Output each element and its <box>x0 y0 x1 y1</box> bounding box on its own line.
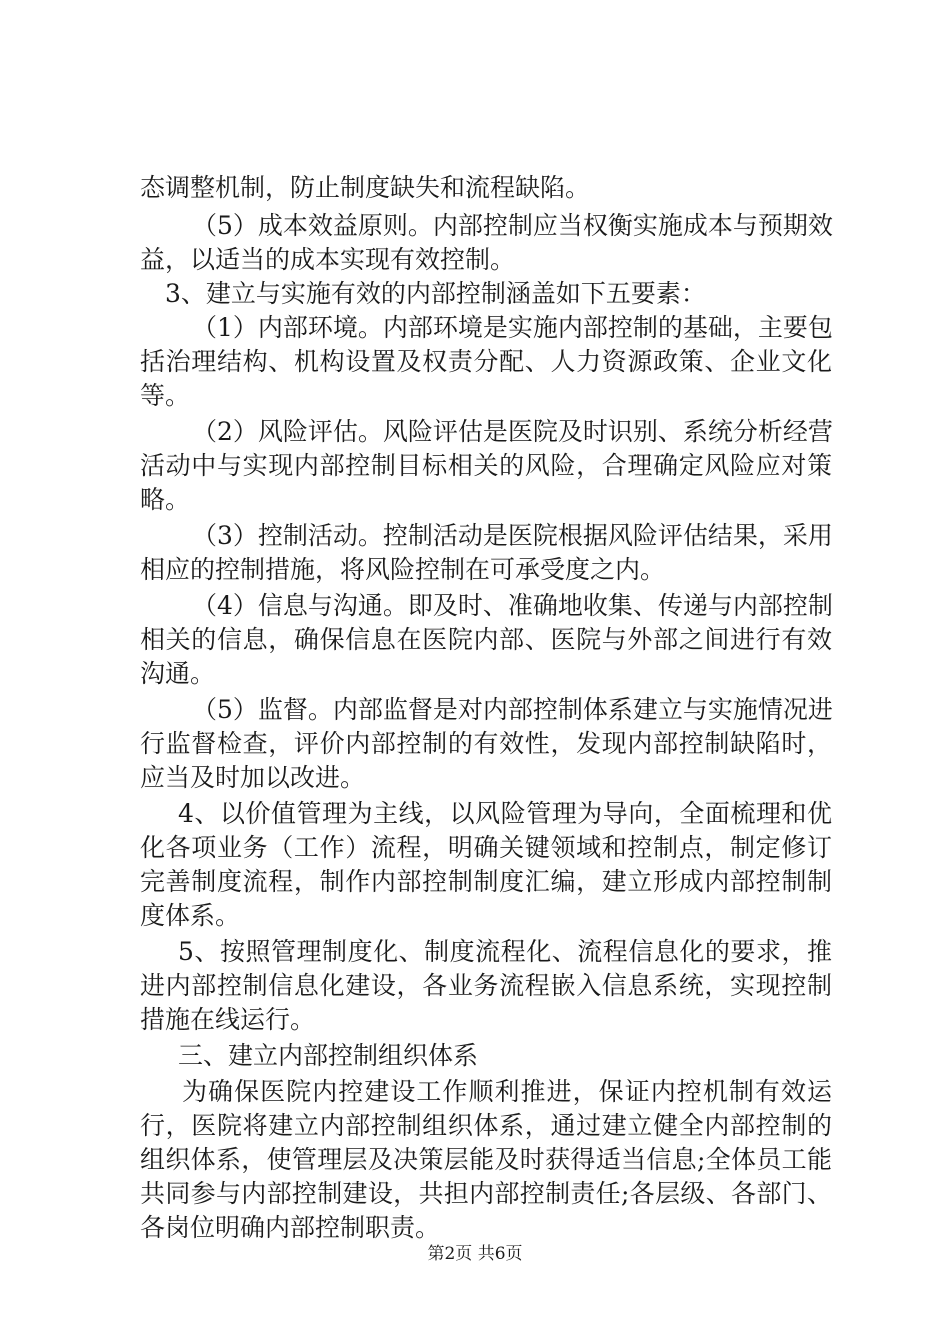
text-line-24: 进内部控制信息化建设，各业务流程嵌入信息系统，实现控制 <box>140 971 832 1000</box>
text-line-21: 完善制度流程，制作内部控制制度汇编，建立形成内部控制制 <box>140 867 832 896</box>
text-line-7: 等。 <box>140 381 191 410</box>
page-number-footer: 第2页 共6页 <box>427 1244 523 1264</box>
text-line-8: （2）风险评估。风险评估是医院及时识别、系统分析经营 <box>192 417 833 446</box>
text-line-31: 各岗位明确内部控制职责。 <box>140 1213 441 1242</box>
text-line-6: 括治理结构、机构设置及权责分配、人力资源政策、企业文化 <box>140 347 832 376</box>
text-line-30: 共同参与内部控制建设，共担内部控制责任;各层级、各部门、 <box>140 1179 832 1208</box>
text-line-14: 相关的信息，确保信息在医院内部、医院与外部之间进行有效 <box>140 625 832 654</box>
text-line-29: 组织体系，使管理层及决策层能及时获得适当信息;全体员工能 <box>140 1145 832 1174</box>
text-line-15: 沟通。 <box>140 659 216 688</box>
text-line-22: 度体系。 <box>140 901 241 930</box>
text-line-4: 3、建立与实施有效的内部控制涵盖如下五要素： <box>165 279 706 308</box>
text-line-25: 措施在线运行。 <box>140 1005 316 1034</box>
text-line-20: 化各项业务（工作）流程，明确关键领域和控制点，制定修订 <box>140 833 832 862</box>
text-line-18: 应当及时加以改进。 <box>140 763 366 792</box>
text-line-23: 5、按照管理制度化、制度流程化、流程信息化的要求，推 <box>178 937 832 966</box>
text-line-3: 益，以适当的成本实现有效控制。 <box>140 245 516 274</box>
text-line-13: （4）信息与沟通。即及时、准确地收集、传递与内部控制 <box>192 591 833 620</box>
text-line-10: 略。 <box>140 485 191 514</box>
text-line-17: 行监督检查，评价内部控制的有效性，发现内部控制缺陷时， <box>140 729 832 758</box>
text-line-19: 4、以价值管理为主线，以风险管理为导向，全面梳理和优 <box>178 799 832 828</box>
text-line-1: 态调整机制，防止制度缺失和流程缺陷。 <box>140 173 591 202</box>
section-heading: 三、建立内部控制组织体系 <box>178 1041 479 1070</box>
text-line-11: （3）控制活动。控制活动是医院根据风险评估结果，采用 <box>192 521 833 550</box>
text-line-5: （1）内部环境。内部环境是实施内部控制的基础，主要包 <box>192 313 833 342</box>
text-line-28: 行，医院将建立内部控制组织体系，通过建立健全内部控制的 <box>140 1111 832 1140</box>
text-line-16: （5）监督。内部监督是对内部控制体系建立与实施情况进 <box>192 695 833 724</box>
text-line-9: 活动中与实现内部控制目标相关的风险，合理确定风险应对策 <box>140 451 832 480</box>
text-line-27: 为确保医院内控建设工作顺利推进，保证内控机制有效运 <box>182 1077 832 1106</box>
text-line-12: 相应的控制措施，将风险控制在可承受度之内。 <box>140 555 666 584</box>
text-line-2: （5）成本效益原则。内部控制应当权衡实施成本与预期效 <box>192 211 833 240</box>
